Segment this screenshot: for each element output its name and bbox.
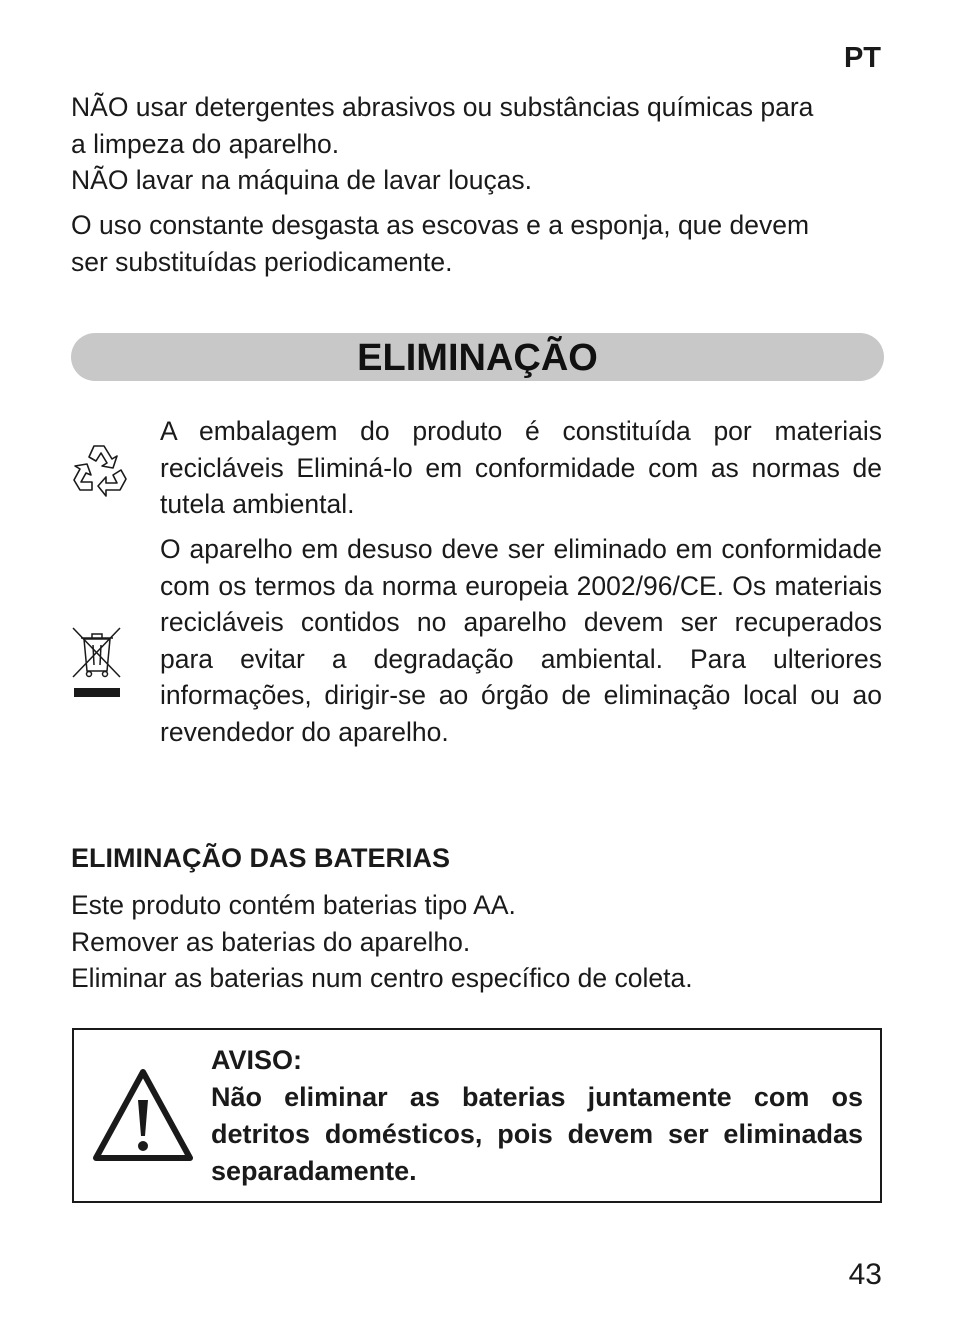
cleaning-warning-paragraph <box>71 89 883 199</box>
cleaning-line-2: a limpeza do aparelho. <box>71 128 340 159</box>
warning-text: Não eliminar as baterias juntamente com os detritos domésticos, pois devem ser eliminadas separadamente. <box>211 1082 863 1186</box>
warning-triangle-icon <box>89 1066 197 1166</box>
language-code: PT <box>843 42 881 74</box>
batteries-line-2: Remover as baterias do aparelho. <box>71 926 471 957</box>
cleaning-line-1: NÃO usar detergentes abrasivos ou substâncias químicas para <box>71 92 814 122</box>
recycle-icon <box>70 440 132 498</box>
appliance-disposal-text: O aparelho em desuso deve ser eliminado em conformidade com os termos da norma europeia 2002/96/CE. Os materiais recicláveis contidos no aparelho devem ser recuperados para evitar a degradação ambiental. Para ulteriores informações, dirigir-se ao órgão de eliminação local ou ao revendedor do aparelho. <box>160 534 882 747</box>
wear-paragraph <box>71 207 883 280</box>
batteries-paragraph <box>71 887 693 997</box>
section-title-banner: ELIMINAÇÃO <box>71 333 884 381</box>
packaging-text: A embalagem do produto é constituída por materiais recicláveis Eliminá-lo em conformidade com as normas de tutela ambiental. <box>160 416 882 519</box>
batteries-line-3: Eliminar as baterias num centro específico de coleta. <box>71 963 693 993</box>
cleaning-line-3: NÃO lavar na máquina de lavar louças. <box>71 165 533 195</box>
page-number: 43 <box>848 1258 882 1291</box>
warning-box <box>72 1028 882 1203</box>
batteries-heading: ELIMINAÇÃO DAS BATERIAS <box>71 843 451 873</box>
weee-bin-icon <box>70 625 124 701</box>
wear-line-1: O uso constante desgasta as escovas e a esponja, que devem <box>71 210 810 240</box>
batteries-line-1: Este produto contém baterias tipo AA. <box>71 890 516 920</box>
wear-line-2: ser substituídas periodicamente. <box>71 246 453 277</box>
warning-title: AVISO: <box>211 1045 303 1075</box>
